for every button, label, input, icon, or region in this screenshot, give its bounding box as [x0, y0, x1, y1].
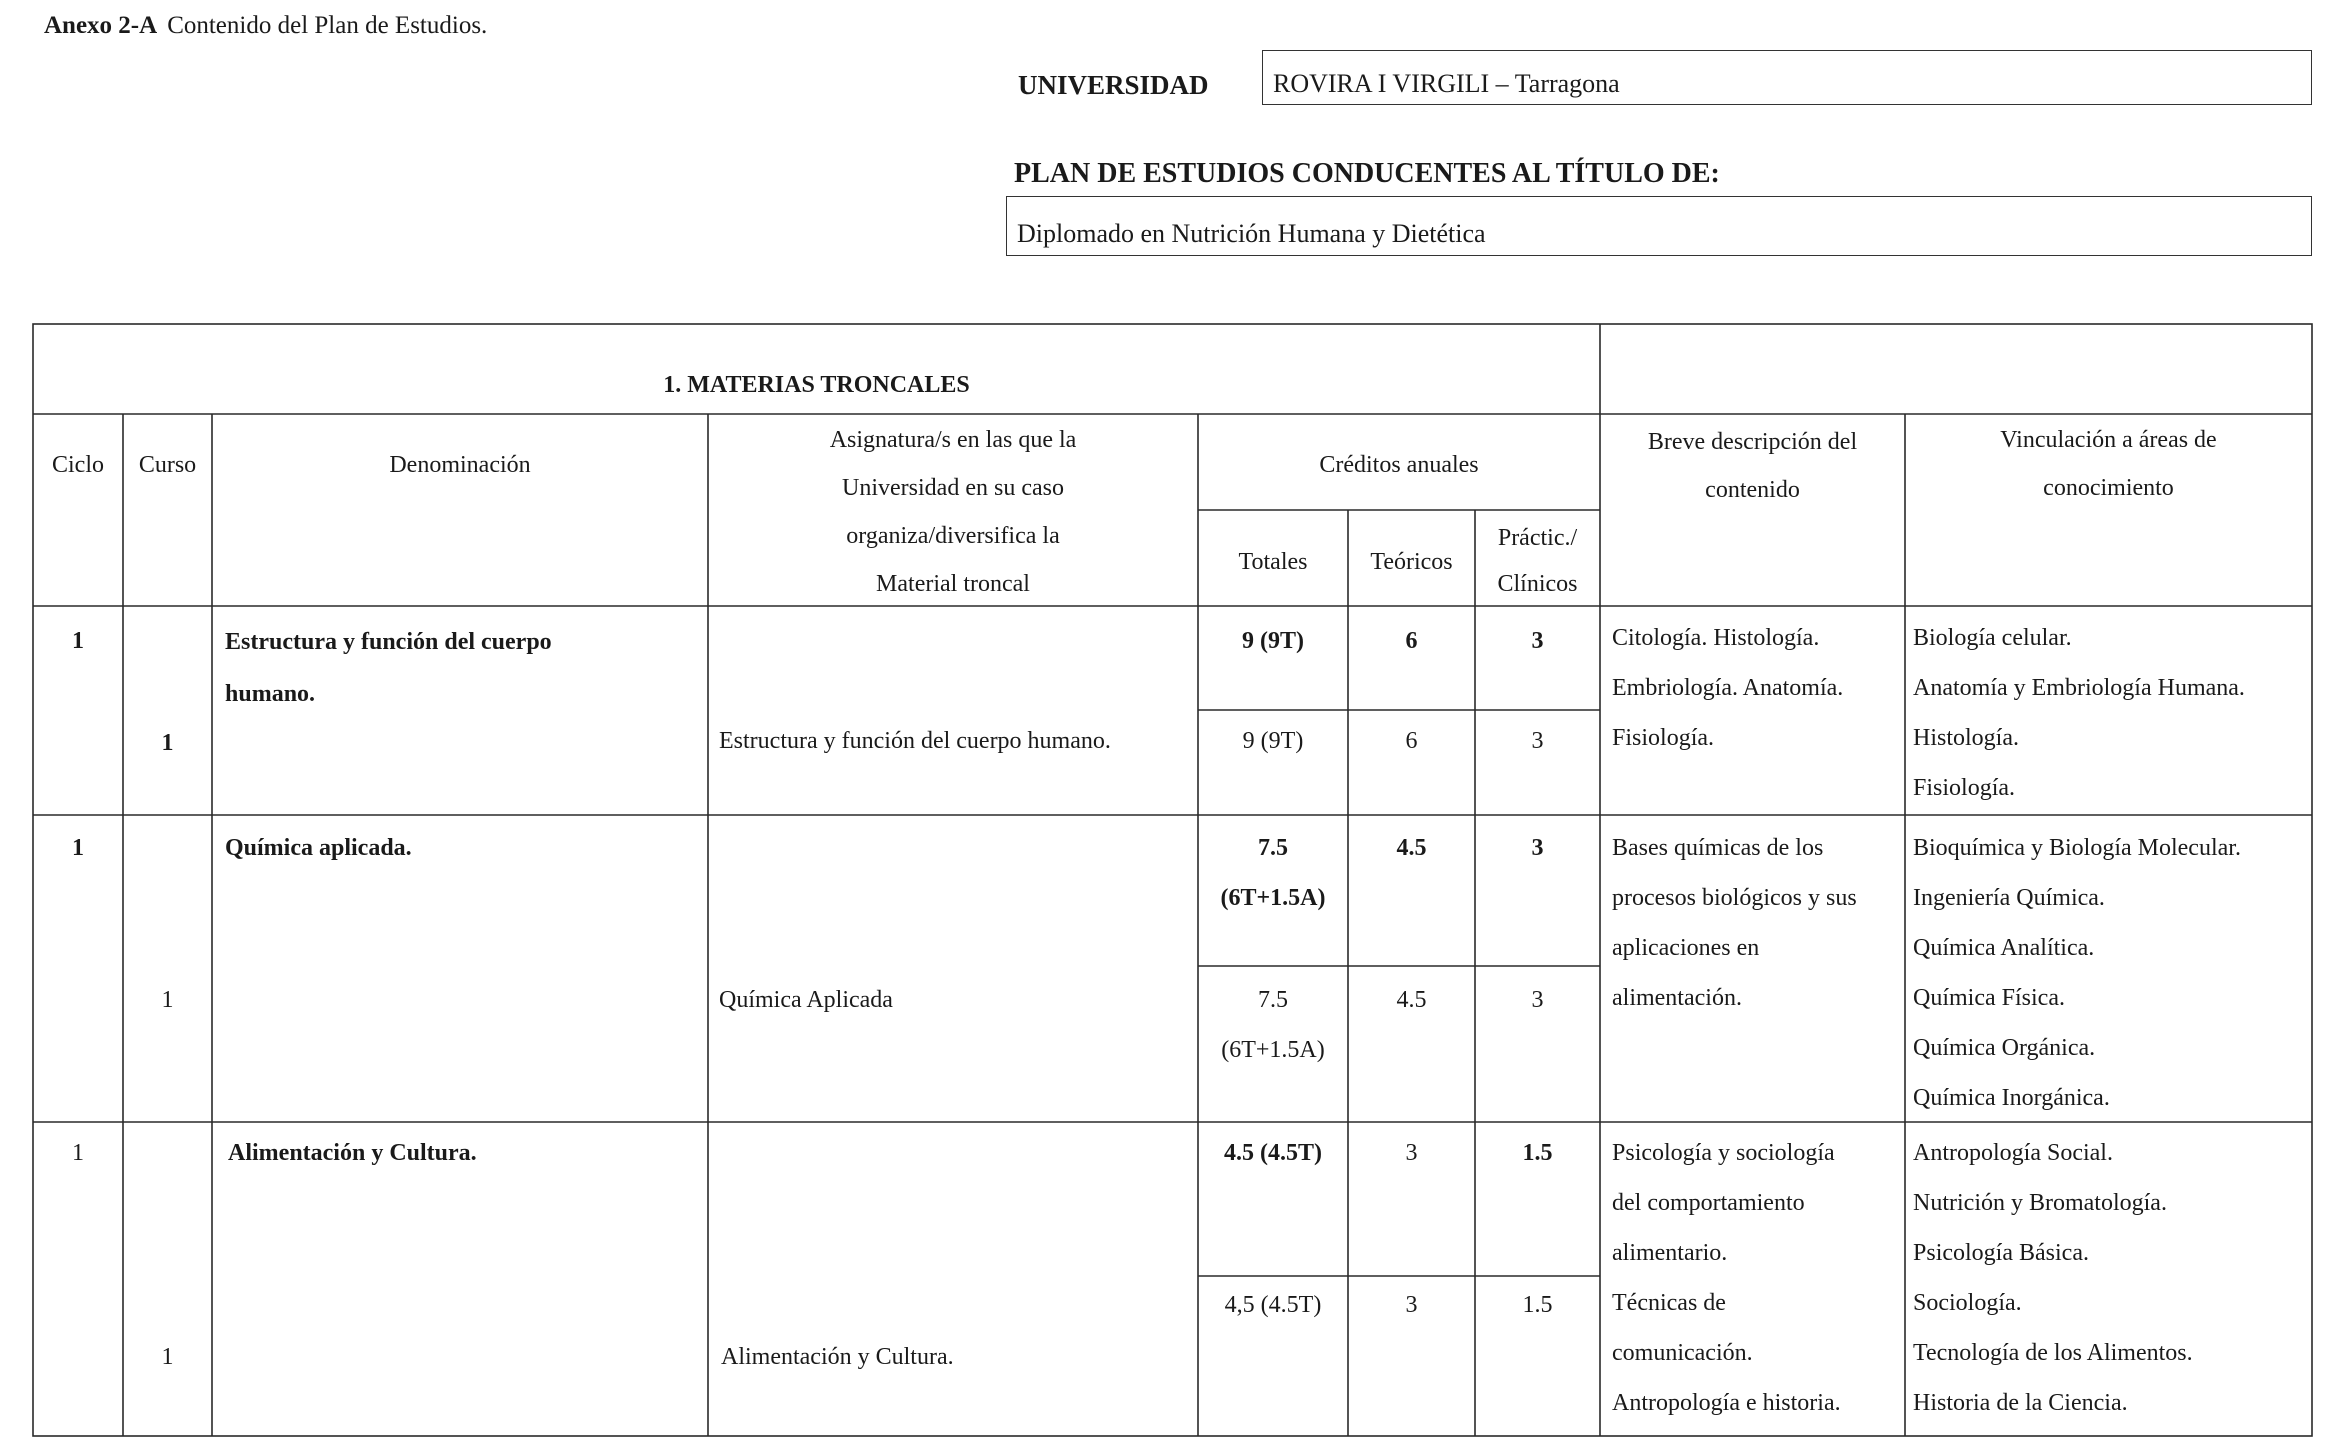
table-row-ciclo: 1: [72, 835, 84, 861]
table-row-denominacion: [225, 616, 705, 720]
asig-practicos: 3: [1531, 728, 1544, 754]
vinculacion-line: Historia de la Ciencia.: [1913, 1390, 2128, 1416]
table-row-descripcion: [1612, 613, 1904, 763]
table-row-asignatura: Química Aplicada: [719, 987, 893, 1013]
col-denominacion: Denominación: [389, 452, 531, 478]
totales-line: 7.5: [1258, 835, 1288, 861]
table-row-asignatura: Estructura y función del cuerpo humano.: [719, 728, 1111, 754]
col-asignatura-line: organiza/diversifica la: [846, 523, 1060, 549]
materia-practicos: 3: [1531, 628, 1544, 654]
asig-teoricos: 3: [1405, 1292, 1418, 1318]
vinculacion-line: Anatomía y Embriología Humana.: [1913, 675, 2245, 701]
vinculacion-line: Bioquímica y Biología Molecular.: [1913, 835, 2241, 861]
col-ciclo: Ciclo: [52, 452, 104, 478]
col-vinculacion-line: conocimiento: [2043, 475, 2174, 501]
asig-practicos: 3: [1531, 987, 1544, 1013]
table-row-denominacion: [225, 823, 705, 873]
table-row-descripcion: [1612, 823, 1904, 1023]
table-row-ciclo: 1: [72, 1140, 84, 1166]
table-row-asignatura: Alimentación y Cultura.: [721, 1344, 954, 1370]
section-title: 1. MATERIAS TRONCALES: [663, 372, 970, 398]
descripcion-line: Embriología. Anatomía.: [1612, 675, 1844, 701]
col-asignatura-line: Material troncal: [876, 571, 1030, 597]
vinculacion-line: Biología celular.: [1913, 625, 2072, 651]
vinculacion-line: Química Física.: [1913, 985, 2065, 1011]
descripcion-line: Psicología y sociología: [1612, 1140, 1835, 1166]
vinculacion-line: Química Inorgánica.: [1913, 1085, 2110, 1111]
materia-teoricos: 6: [1405, 628, 1418, 654]
asig-totales: 4,5 (4.5T): [1224, 1292, 1322, 1318]
denominacion-line: Química aplicada.: [225, 835, 412, 861]
universidad-label: UNIVERSIDAD: [1018, 70, 1209, 100]
col-practicos-line: Práctic./: [1497, 525, 1578, 551]
vinculacion-line: Histología.: [1913, 725, 2019, 751]
vinculacion-line: Fisiología.: [1913, 775, 2016, 801]
col-vinculacion: [1905, 416, 2312, 512]
descripcion-line: alimentación.: [1612, 985, 1742, 1011]
totales-line: 7.5: [1258, 987, 1288, 1013]
vinculacion-line: Ingeniería Química.: [1913, 885, 2105, 911]
vinculacion-line: Tecnología de los Alimentos.: [1913, 1340, 2193, 1366]
col-practicos: [1475, 515, 1600, 607]
col-descripcion-line: Breve descripción del: [1647, 429, 1858, 455]
table-row-vinculacion: [1913, 613, 2311, 813]
asig-practicos: 1.5: [1522, 1292, 1553, 1318]
totales-line: (6T+1.5A): [1221, 1037, 1325, 1063]
col-asignatura-line: Asignatura/s en las que la: [829, 427, 1077, 453]
descripcion-line: Bases químicas de los: [1612, 835, 1824, 861]
col-asignatura: [708, 416, 1198, 608]
col-vinculacion-line: Vinculación a áreas de: [2000, 427, 2217, 453]
table-row-curso: 1: [161, 1344, 174, 1370]
materia-totales: 9 (9T): [1242, 628, 1304, 654]
vinculacion-line: Química Orgánica.: [1913, 1035, 2096, 1061]
denominacion-line: Alimentación y Cultura.: [228, 1140, 477, 1166]
materia-totales: [1198, 823, 1348, 923]
annex-title: Contenido del Plan de Estudios.: [167, 12, 488, 39]
vinculacion-line: Nutrición y Bromatología.: [1913, 1190, 2167, 1216]
annex-label: Anexo 2-A: [44, 12, 158, 39]
descripcion-line: aplicaciones en: [1612, 935, 1760, 961]
table-row-curso: 1: [161, 730, 174, 756]
descripcion-line: Antropología e historia.: [1612, 1390, 1841, 1416]
col-teoricos: Teóricos: [1370, 549, 1453, 575]
materia-practicos: 1.5: [1522, 1140, 1553, 1166]
col-totales: Totales: [1238, 549, 1308, 575]
col-curso: Curso: [138, 452, 197, 478]
vinculacion-line: Antropología Social.: [1913, 1140, 2113, 1166]
titulo-value: Diplomado en Nutrición Humana y Dietética: [1017, 219, 1486, 248]
asig-totales: [1198, 975, 1348, 1075]
materia-teoricos: 4.5: [1396, 835, 1427, 861]
denominacion-line: humano.: [225, 681, 316, 707]
descripcion-line: Técnicas de: [1612, 1290, 1726, 1316]
table-row-curso: 1: [161, 987, 174, 1013]
materia-totales: 4.5 (4.5T): [1224, 1140, 1322, 1166]
materia-teoricos: 3: [1405, 1140, 1418, 1166]
table-row-descripcion: [1612, 1128, 1904, 1428]
col-asignatura-line: Universidad en su caso: [842, 475, 1064, 501]
universidad-value: ROVIRA I VIRGILI – Tarragona: [1273, 69, 1620, 98]
vinculacion-line: Química Analítica.: [1913, 935, 2095, 961]
asig-totales: 9 (9T): [1242, 728, 1304, 754]
table-row-vinculacion: [1913, 1128, 2311, 1428]
descripcion-line: del comportamiento: [1612, 1190, 1805, 1216]
asig-teoricos: 4.5: [1396, 987, 1427, 1013]
col-creditos: Créditos anuales: [1319, 452, 1479, 478]
table-row-ciclo: 1: [72, 628, 84, 654]
descripcion-line: procesos biológicos y sus: [1612, 885, 1857, 911]
descripcion-line: Citología. Histología.: [1612, 625, 1820, 651]
table-row-vinculacion: [1913, 823, 2311, 1123]
denominacion-line: Estructura y función del cuerpo: [225, 629, 552, 655]
vinculacion-line: Sociología.: [1913, 1290, 2022, 1316]
col-practicos-line: Clínicos: [1497, 571, 1578, 597]
vinculacion-line: Psicología Básica.: [1913, 1240, 2089, 1266]
descripcion-line: Fisiología.: [1612, 725, 1715, 751]
table-row-denominacion: [228, 1128, 706, 1178]
descripcion-line: alimentario.: [1612, 1240, 1728, 1266]
descripcion-line: comunicación.: [1612, 1340, 1753, 1366]
asig-teoricos: 6: [1405, 728, 1418, 754]
totales-line: (6T+1.5A): [1220, 885, 1326, 911]
col-descripcion: [1600, 418, 1905, 514]
materia-practicos: 3: [1531, 835, 1544, 861]
col-descripcion-line: contenido: [1705, 477, 1800, 503]
plan-heading: PLAN DE ESTUDIOS CONDUCENTES AL TÍTULO DE:: [1014, 158, 1720, 189]
